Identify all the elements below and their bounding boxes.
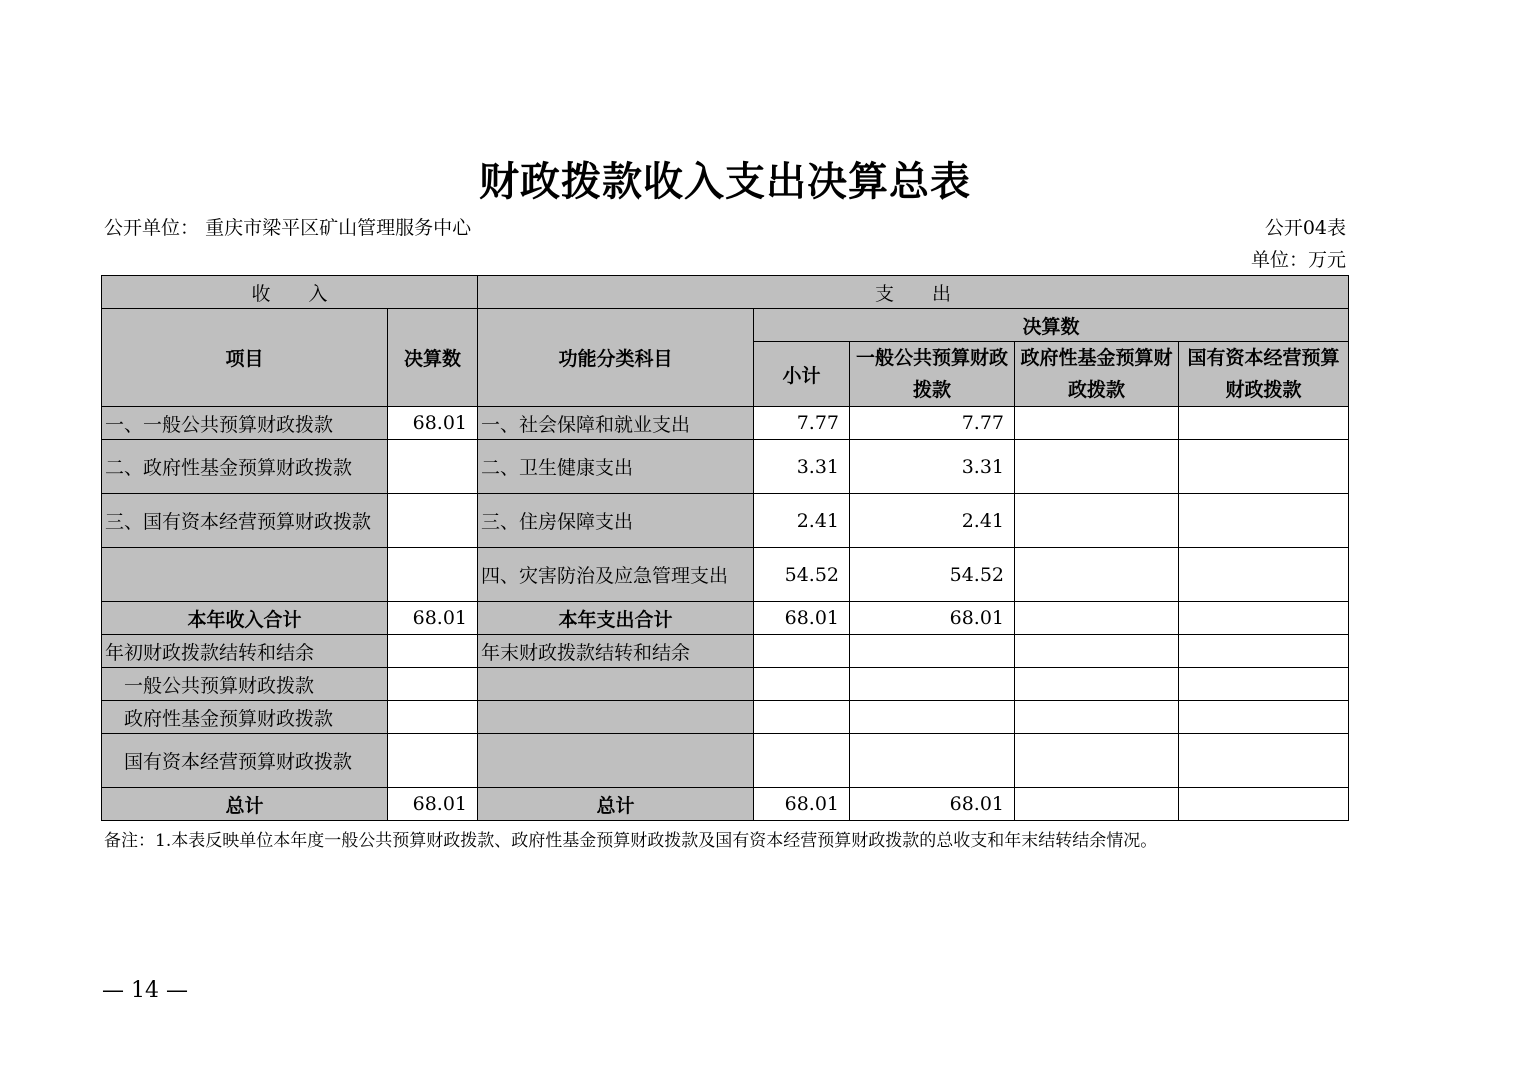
empty-cell bbox=[478, 668, 754, 701]
grand-income-total-label: 总计 bbox=[102, 788, 388, 821]
table-row bbox=[102, 494, 1349, 548]
grand-capital bbox=[1179, 788, 1349, 821]
year-subtotal: 68.01 bbox=[754, 602, 850, 635]
empty-cell bbox=[478, 701, 754, 734]
empty-cell bbox=[754, 701, 850, 734]
capital-value bbox=[1179, 440, 1349, 494]
begin-carry-label: 年初财政拨款结转和结余 bbox=[102, 635, 388, 668]
table-row bbox=[102, 440, 1349, 494]
empty-cell bbox=[754, 635, 850, 668]
carry-sub-item: 一般公共预算财政拨款 bbox=[102, 668, 388, 701]
empty-cell bbox=[850, 734, 1015, 788]
subtotal-header: 小计 bbox=[754, 342, 850, 407]
form-number: 公开04表 bbox=[1264, 217, 1346, 239]
form-meta bbox=[1251, 212, 1346, 276]
year-expense-total-label: 本年支出合计 bbox=[478, 602, 754, 635]
expense-item: 二、卫生健康支出 bbox=[478, 440, 754, 494]
income-amount bbox=[388, 494, 478, 548]
item-header: 项目 bbox=[102, 309, 388, 407]
income-item bbox=[102, 548, 388, 602]
table-row bbox=[102, 407, 1349, 440]
empty-cell bbox=[388, 668, 478, 701]
currency-unit: 单位：万元 bbox=[1250, 249, 1346, 271]
expense-item: 三、住房保障支出 bbox=[478, 494, 754, 548]
capital-value bbox=[1179, 494, 1349, 548]
capital-value bbox=[1179, 407, 1349, 440]
year-capital bbox=[1179, 602, 1349, 635]
empty-cell bbox=[388, 734, 478, 788]
subtotal-value: 7.77 bbox=[754, 407, 850, 440]
page-number: — 14 — bbox=[102, 978, 188, 1003]
empty-cell bbox=[754, 734, 850, 788]
year-general: 68.01 bbox=[850, 602, 1015, 635]
subtotal-value: 2.41 bbox=[754, 494, 850, 548]
income-header: 收 入 bbox=[102, 276, 478, 309]
unit-label: 公开单位： bbox=[104, 217, 200, 239]
page-title: 财政拨款收入支出决算总表 bbox=[479, 158, 971, 205]
general-value: 3.31 bbox=[850, 440, 1015, 494]
year-fund bbox=[1015, 602, 1179, 635]
carry-sub-item: 国有资本经营预算财政拨款 bbox=[102, 734, 388, 788]
income-item: 二、政府性基金预算财政拨款 bbox=[102, 440, 388, 494]
final-group-header: 决算数 bbox=[754, 309, 1349, 342]
income-amount: 68.01 bbox=[388, 407, 478, 440]
publishing-unit bbox=[104, 212, 494, 244]
subtotal-value: 54.52 bbox=[754, 548, 850, 602]
state-capital-header: 国有资本经营预算财政拨款 bbox=[1179, 342, 1349, 407]
table-note: 备注：1.本表反映单位本年度一般公共预算财政拨款、政府性基金预算财政拨款及国有资本经营预算财政拨款的总收支和年末结转结余情况。 bbox=[104, 831, 1158, 851]
empty-cell bbox=[388, 701, 478, 734]
empty-cell bbox=[850, 635, 1015, 668]
empty-cell bbox=[1179, 635, 1349, 668]
capital-value bbox=[1179, 548, 1349, 602]
carry-sub-row bbox=[102, 668, 1349, 701]
general-value: 54.52 bbox=[850, 548, 1015, 602]
expense-header: 支 出 bbox=[478, 276, 1349, 309]
income-amount bbox=[388, 548, 478, 602]
grand-subtotal: 68.01 bbox=[754, 788, 850, 821]
income-item: 一、一般公共预算财政拨款 bbox=[102, 407, 388, 440]
final-amount-header: 决算数 bbox=[388, 309, 478, 407]
empty-cell bbox=[478, 734, 754, 788]
carry-sub-item: 政府性基金预算财政拨款 bbox=[102, 701, 388, 734]
expense-item: 四、灾害防治及应急管理支出 bbox=[478, 548, 754, 602]
empty-cell bbox=[754, 668, 850, 701]
fund-value bbox=[1015, 407, 1179, 440]
grand-total-row bbox=[102, 788, 1349, 821]
table-row bbox=[102, 548, 1349, 602]
empty-cell bbox=[1015, 701, 1179, 734]
income-item: 三、国有资本经营预算财政拨款 bbox=[102, 494, 388, 548]
income-amount bbox=[388, 440, 478, 494]
general-public-header: 一般公共预算财政拨款 bbox=[850, 342, 1015, 407]
grand-general: 68.01 bbox=[850, 788, 1015, 821]
empty-cell bbox=[1179, 734, 1349, 788]
grand-fund bbox=[1015, 788, 1179, 821]
year-income-total-amount: 68.01 bbox=[388, 602, 478, 635]
fund-value bbox=[1015, 440, 1179, 494]
empty-cell bbox=[1015, 668, 1179, 701]
year-total-row bbox=[102, 602, 1349, 635]
subtotal-value: 3.31 bbox=[754, 440, 850, 494]
empty-cell bbox=[850, 668, 1015, 701]
carry-row bbox=[102, 635, 1349, 668]
unit-name: 重庆市梁平区矿山管理服务中心 bbox=[205, 217, 472, 239]
empty-cell bbox=[1179, 701, 1349, 734]
grand-expense-total-label: 总计 bbox=[478, 788, 754, 821]
expense-item: 一、社会保障和就业支出 bbox=[478, 407, 754, 440]
begin-carry-amount bbox=[388, 635, 478, 668]
general-value: 2.41 bbox=[850, 494, 1015, 548]
carry-sub-row bbox=[102, 701, 1349, 734]
fund-value bbox=[1015, 494, 1179, 548]
empty-cell bbox=[1015, 734, 1179, 788]
general-value: 7.77 bbox=[850, 407, 1015, 440]
gov-fund-header: 政府性基金预算财政拨款 bbox=[1015, 342, 1179, 407]
empty-cell bbox=[1179, 668, 1349, 701]
empty-cell bbox=[1015, 635, 1179, 668]
budget-table bbox=[101, 275, 1349, 821]
end-carry-label: 年末财政拨款结转和结余 bbox=[478, 635, 754, 668]
fund-value bbox=[1015, 548, 1179, 602]
empty-cell bbox=[850, 701, 1015, 734]
year-income-total-label: 本年收入合计 bbox=[102, 602, 388, 635]
function-category-header: 功能分类科目 bbox=[478, 309, 754, 407]
grand-income-total-amount: 68.01 bbox=[388, 788, 478, 821]
carry-sub-row bbox=[102, 734, 1349, 788]
